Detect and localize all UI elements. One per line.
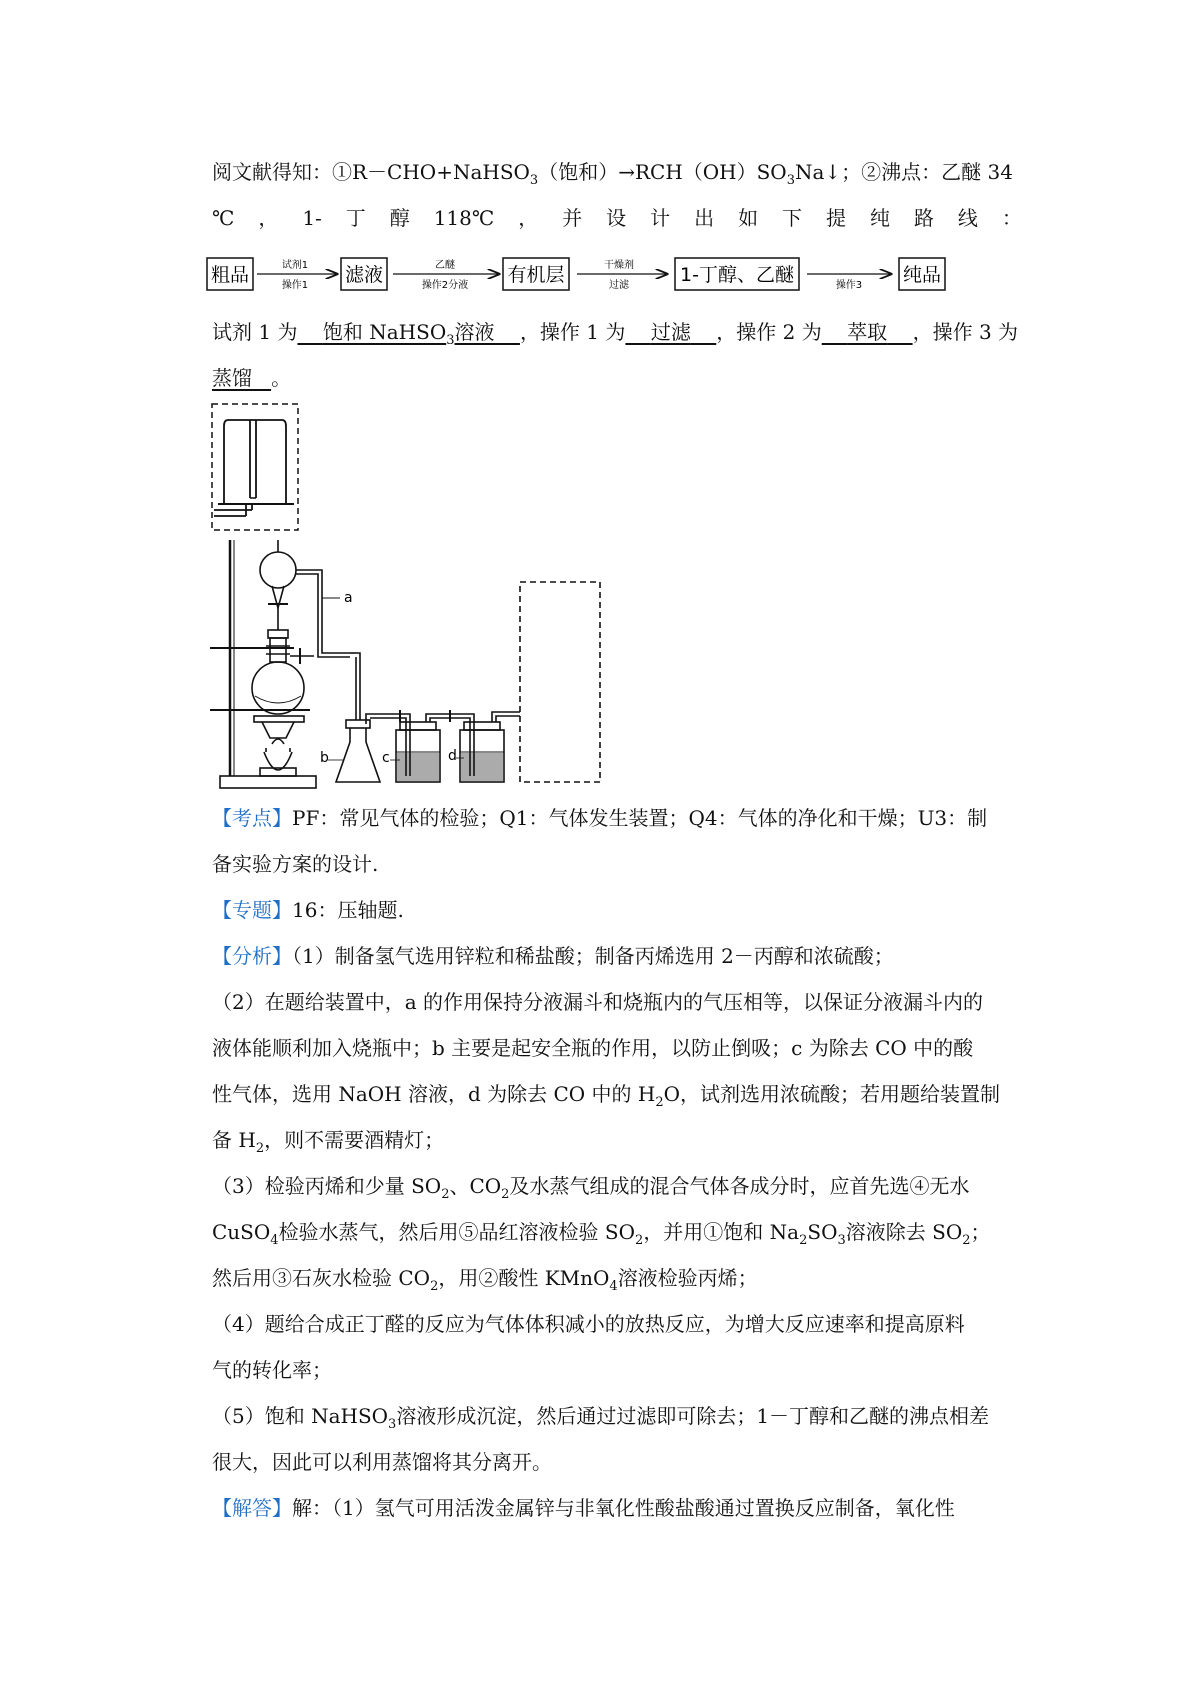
subscript: 3 bbox=[529, 173, 539, 188]
label-a: a bbox=[344, 590, 353, 606]
flow-box-label: 1-丁醇、乙醚 bbox=[680, 264, 794, 286]
subscript: 3 bbox=[786, 173, 795, 188]
answer-text: 试剂 1 为 bbox=[212, 320, 298, 344]
word: 提 bbox=[826, 206, 846, 230]
answer-text: 。 bbox=[271, 366, 292, 390]
answer-line-2 bbox=[212, 364, 1022, 392]
fenxi-p3-l1: （3）检验丙烯和少量 $SO_2$、$CO_2$及水蒸气组成的混合气体各成分时，应首先选④无水 bbox=[212, 1174, 970, 1202]
flow-box-label: 粗品 bbox=[210, 264, 250, 286]
fenxi-text: （1）制备氢气选用锌粒和稀盐酸；制备丙烯选用 2－丙醇和浓硫酸； bbox=[292, 944, 894, 968]
lit-text-suffix: Na↓；②沸点：乙醚 34 bbox=[794, 160, 1013, 184]
fenxi-line-1 bbox=[212, 942, 1022, 970]
word: 如 bbox=[738, 206, 759, 230]
word: 下 bbox=[782, 206, 803, 230]
lit-text-mid: （饱和）→RCH（OH）SO bbox=[538, 160, 787, 184]
word: 并 bbox=[562, 206, 583, 230]
word: 路 bbox=[913, 206, 934, 230]
flow-arrow-top-label: 乙醚 bbox=[435, 260, 455, 271]
word: ： bbox=[1001, 206, 1022, 230]
purification-flowchart bbox=[205, 248, 1025, 300]
fenxi-p5-l2 bbox=[212, 1448, 1022, 1476]
label-b: b bbox=[320, 750, 329, 766]
zhuanti-tag: 【专题】 bbox=[212, 898, 292, 922]
answer-operation-2: 萃取 bbox=[847, 320, 888, 344]
fenxi-p2-l1 bbox=[212, 988, 1022, 1016]
jieda-text: 解：（1）氢气可用活泼金属锌与非氧化性酸盐酸通过置换反应制备，氧化性 bbox=[292, 1496, 955, 1520]
answer-text: ，操作 3 为 bbox=[912, 320, 1019, 344]
flow-arrow-bottom-label: 过滤 bbox=[609, 280, 629, 291]
word: 纯 bbox=[869, 206, 890, 230]
literature-line-1 bbox=[212, 158, 1022, 186]
kaodian-text: PF：常见气体的检验；Q1：气体发生装置；Q4：气体的净化和干燥；U3：制 bbox=[292, 806, 988, 830]
word: 线 bbox=[957, 206, 978, 230]
jieda-line bbox=[212, 1494, 1022, 1522]
answer-operation-1: 过滤 bbox=[650, 320, 691, 344]
literature-line-2 bbox=[212, 204, 1022, 232]
flow-arrow-top-label: 干燥剂 bbox=[604, 260, 634, 271]
answer-text: ，操作 2 为 bbox=[716, 320, 822, 344]
word: 出 bbox=[694, 206, 715, 230]
gas-collector-figure bbox=[210, 402, 300, 534]
fenxi-p4-l2 bbox=[212, 1356, 1022, 1384]
fenxi-p4-l1 bbox=[212, 1310, 1022, 1338]
kaodian-line-1 bbox=[212, 804, 1022, 832]
label-d: d bbox=[448, 748, 457, 764]
word: ， bbox=[518, 206, 539, 230]
fenxi-p2-l3: 性气体，选用 NaOH 溶液，d 为除去 CO 中的 $H_2O$，试剂选用浓硫酸；若用题给装置制 bbox=[212, 1082, 1001, 1110]
fenxi-text: （2）在题给装置中，a 的作用保持分液漏斗和烧瓶内的气压相等，以保证分液漏斗内的 bbox=[212, 990, 984, 1014]
kaodian-line-2 bbox=[212, 850, 1022, 878]
fenxi-text: 气的转化率； bbox=[212, 1358, 332, 1382]
label-c: c bbox=[382, 750, 390, 766]
word: 118℃ bbox=[433, 206, 495, 230]
word: ℃ bbox=[212, 206, 235, 230]
jieda-tag: 【解答】 bbox=[212, 1496, 292, 1520]
flow-arrow-bottom-label: 操作3 bbox=[835, 280, 863, 291]
kaodian-tag: 【考点】 bbox=[212, 806, 292, 830]
flow-arrow-bottom-label: 操作1 bbox=[281, 280, 309, 291]
word: 计 bbox=[650, 206, 671, 230]
word: 醇 bbox=[389, 206, 410, 230]
kaodian-text: 备实验方案的设计. bbox=[212, 852, 379, 876]
fenxi-text: 很大，因此可以利用蒸馏将其分离开。 bbox=[212, 1450, 552, 1474]
flow-arrow-top-label: 试剂1 bbox=[281, 260, 309, 271]
fenxi-text: 液体能顺利加入烧瓶中；b 主要是起安全瓶的作用，以防止倒吸；c 为除去 CO 中的酸 bbox=[212, 1036, 974, 1060]
fenxi-p2-l2 bbox=[212, 1034, 1022, 1062]
fenxi-p2-l4: 备 $H_2$，则不需要酒精灯； bbox=[212, 1128, 445, 1156]
word: 丁 bbox=[345, 206, 366, 230]
fenxi-p3-l2: CuSO$_4$检验水蒸气，然后用⑤品红溶液检验 $SO_2$，并用①饱和 $Na_2SO_3$溶液除去 $SO_2$； bbox=[212, 1220, 991, 1248]
fenxi-tag: 【分析】 bbox=[212, 944, 292, 968]
zhuanti-line bbox=[212, 896, 1022, 924]
word: 设 bbox=[606, 206, 627, 230]
lit-text-prefix: 阅文献得知：①R－CHO+NaHSO bbox=[212, 160, 530, 184]
fenxi-p5-l1: （5）饱和 NaHSO$_3$溶液形成沉淀，然后通过过滤即可除去；1－丁醇和乙醚的沸点相差 bbox=[212, 1404, 990, 1432]
flow-box-label: 纯品 bbox=[902, 264, 942, 286]
answer-line bbox=[212, 318, 1022, 346]
flow-box-label: 有机层 bbox=[507, 264, 565, 286]
answer-operation-3: 蒸馏 bbox=[212, 366, 252, 390]
word: 1- bbox=[302, 206, 322, 230]
fenxi-p3-l3: 然后用③石灰水检验 $CO_2$，用②酸性 KMnO$_4$溶液检验丙烯； bbox=[212, 1266, 758, 1294]
flow-box-label: 滤液 bbox=[344, 264, 384, 286]
word: ， bbox=[258, 206, 279, 230]
zhuanti-text: 16：压轴题. bbox=[292, 898, 404, 922]
answer-reagent-1: 饱和 NaHSO$_3$溶液 bbox=[322, 320, 495, 348]
flow-arrow-bottom-label: 操作2分液 bbox=[421, 280, 469, 291]
answer-text: ，操作 1 为 bbox=[519, 320, 626, 344]
fenxi-text: （4）题给合成正丁醛的反应为气体体积减小的放热反应，为增大反应速率和提高原料 bbox=[212, 1312, 965, 1336]
apparatus-figure bbox=[210, 538, 800, 798]
